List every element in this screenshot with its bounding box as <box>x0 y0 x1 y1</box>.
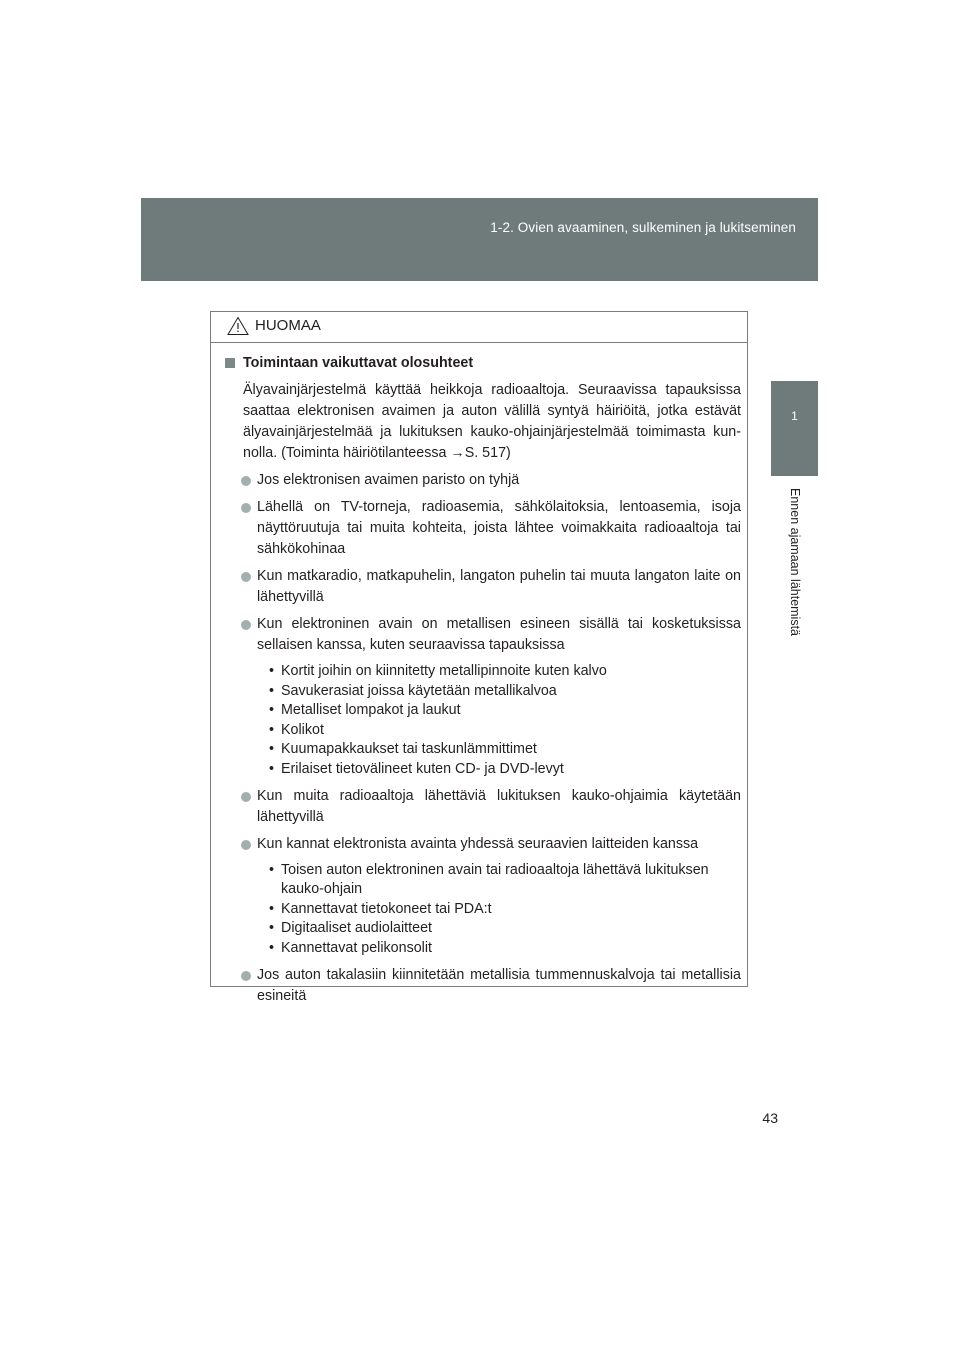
list-item <box>225 614 741 656</box>
notice-title: HUOMAA <box>255 317 321 334</box>
sublist-item: • Metalliset lompakot ja laukut <box>269 701 741 721</box>
circle-bullet-icon <box>241 792 251 802</box>
chapter-side-tab <box>771 381 818 476</box>
sublist-item: • Kuumapakkaukset tai taskunlämmittimet <box>269 740 741 760</box>
square-bullet-icon <box>225 358 235 368</box>
chapter-header-bar <box>141 198 818 281</box>
sublist-item: • Kannettavat tietokoneet tai PDA:t <box>269 900 741 920</box>
circle-bullet-icon <box>241 476 251 486</box>
intro-paragraph: Älyavainjärjestelmä käyttää heikkoja radioaaltoja. Seuraavissa tapauksissa saattaa elektronisen avaimen ja auton välillä syntyä häiriöitä, jotka estävät älyavainjärjestelmää ja lukituksen kauko-ohjainjärjestelmää toimimasta kun-nolla. (Toiminta häiriötilanteessa →S. 517) <box>243 382 741 461</box>
circle-bullet-icon <box>241 840 251 850</box>
circle-bullet-icon <box>241 620 251 630</box>
notice-body <box>211 343 747 1007</box>
list-item-text: Kun matkaradio, matkapuhelin, langaton puhelin tai muuta langaton laite on lähettyvillä <box>257 568 741 605</box>
notice-header <box>211 312 747 343</box>
sublist-item: • Kannettavat pelikonsolit <box>269 939 741 959</box>
chapter-title: 1-2. Ovien avaaminen, sulkeminen ja lukitseminen <box>490 220 796 235</box>
sublist-item: • Toisen auton elektroninen avain tai radioaaltoja lähettävä lukituksen kauko-ohjain <box>269 861 741 900</box>
list-item-text: Kun elektroninen avain on metallisen esineen sisällä tai kosketuksissa sellaisen kanssa, kuten seuraavissa tapauksissa <box>257 616 741 653</box>
list-item <box>225 566 741 608</box>
list-item-text: Jos auton takalasiin kiinnitetään metallisia tummennuskalvoja tai metallisia esineitä <box>257 966 741 1004</box>
list-item-text: Kun kannat elektronista avainta yhdessä seuraavien laitteiden kanssa <box>257 835 699 852</box>
notice-box <box>210 311 748 1004</box>
list-item <box>225 497 741 560</box>
sublist-item: • Kolikot <box>269 721 741 741</box>
list-item <box>225 834 741 855</box>
circle-bullet-icon <box>241 971 251 981</box>
sublist-item: • Erilaiset tietovälineet kuten CD- ja DVD-levyt <box>269 760 741 780</box>
list-item-text: Kun muita radioaaltoja lähettäviä lukituksen kauko-ohjaimia käytetään lähettyvillä <box>257 787 741 825</box>
metal-objects-list <box>225 662 741 780</box>
circle-bullet-icon <box>241 572 251 582</box>
circle-bullet-icon <box>241 503 251 513</box>
sublist-item: • Digitaaliset audiolaitteet <box>269 919 741 939</box>
page-number: 43 <box>762 1110 778 1126</box>
devices-list <box>225 861 741 959</box>
section-heading-text: Toimintaan vaikuttavat olosuhteet <box>243 355 474 371</box>
list-item-text: Lähellä on TV-torneja, radioasemia, sähkölaitoksia, lentoasemia, isoja näyttöruutuja tai muita kohteita, joista lähtee voimakkaita radioaaltoja tai sähkökohinaa <box>257 499 741 557</box>
sublist-item: • Savukerasiat joissa käytetään metallikalvoa <box>269 682 741 702</box>
chapter-number: 1 <box>791 409 798 423</box>
chapter-side-label: Ennen ajamaan lähtemistä <box>788 488 802 637</box>
list-item <box>225 470 741 491</box>
section-heading <box>225 353 741 374</box>
list-item <box>225 786 741 828</box>
list-item-text: Jos elektronisen avaimen paristo on tyhjä <box>257 472 520 488</box>
sublist-item: • Kortit joihin on kiinnitetty metallipinnoite kuten kalvo <box>269 662 741 682</box>
list-item <box>225 965 741 1007</box>
warning-triangle-icon <box>227 316 249 336</box>
